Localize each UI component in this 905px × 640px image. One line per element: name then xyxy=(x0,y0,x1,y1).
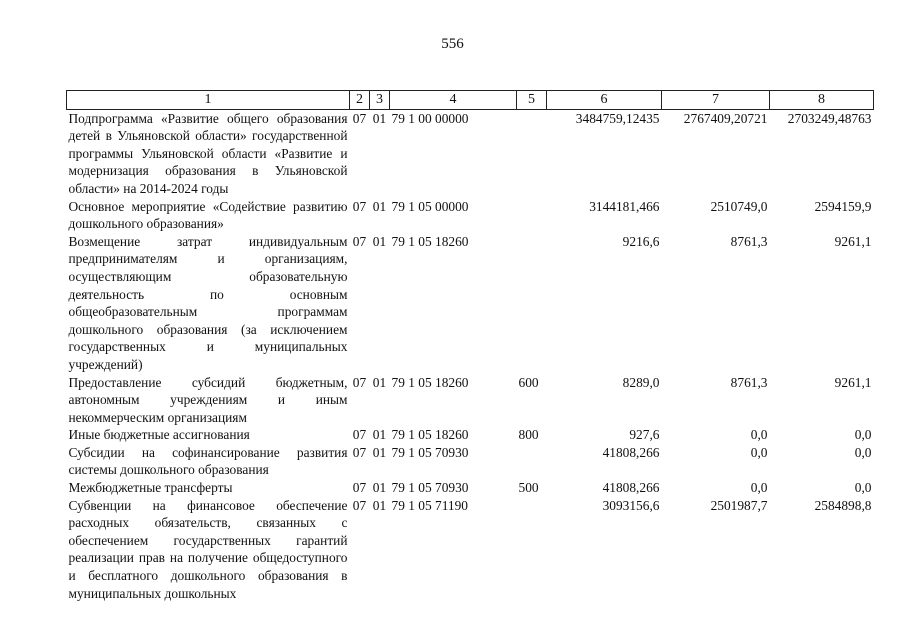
row-name: Основное мероприятие «Содействие развитию дошкольного образования» xyxy=(68,198,348,232)
row-amount-col8: 0,0 xyxy=(854,480,872,496)
header-col-1: 1 xyxy=(67,91,350,110)
row-expense-type xyxy=(517,109,547,197)
row-section: 07 xyxy=(352,374,367,390)
row-expense-type xyxy=(517,497,547,603)
table-header xyxy=(67,91,874,110)
row-amount-col7: 8761,3 xyxy=(730,233,768,249)
row-amount-col6: 41808,266 xyxy=(602,444,660,460)
row-target-article: 79 1 00 00000 xyxy=(391,110,469,126)
row-amount-col8: 0,0 xyxy=(854,444,872,460)
row-name: Субвенции на финансовое обеспечение расходных обязательств, связанных с обеспечением государственных гарантий реализации прав на получение общедоступного и бесплатного дошкольного образования в муниципальных дошкольных xyxy=(68,497,348,601)
row-target-article: 79 1 05 18260 xyxy=(391,233,469,249)
header-col-3: 3 xyxy=(370,91,390,110)
header-col-4: 4 xyxy=(390,91,517,110)
table-row xyxy=(67,426,874,444)
row-amount-col6: 9216,6 xyxy=(622,233,660,249)
header-row xyxy=(67,91,874,110)
header-col-2: 2 xyxy=(350,91,370,110)
row-amount-col7: 0,0 xyxy=(750,480,768,496)
row-amount-col7: 2501987,7 xyxy=(710,497,768,513)
row-section: 07 xyxy=(352,497,367,513)
table-row xyxy=(67,497,874,603)
table-row xyxy=(67,233,874,374)
row-amount-col7: 0,0 xyxy=(750,444,768,460)
row-target-article: 79 1 05 70930 xyxy=(391,480,469,496)
row-name: Предоставление субсидий бюджетным, автономным учреждениям и иным некоммерческим организациям xyxy=(68,374,348,425)
row-expense-type: 500 xyxy=(518,480,539,496)
table-row xyxy=(67,109,874,197)
row-subsection: 01 xyxy=(372,480,387,496)
table-row xyxy=(67,444,874,479)
page-number: 556 xyxy=(441,36,464,52)
row-name: Межбюджетные трансферты xyxy=(68,480,233,496)
row-amount-col7: 2767409,20721 xyxy=(683,110,768,126)
row-section: 07 xyxy=(352,427,367,443)
header-col-8: 8 xyxy=(770,91,874,110)
row-target-article: 79 1 05 71190 xyxy=(391,497,468,513)
row-section: 07 xyxy=(352,444,367,460)
header-col-6: 6 xyxy=(547,91,662,110)
row-expense-type: 600 xyxy=(518,374,539,390)
row-subsection: 01 xyxy=(372,198,387,214)
row-amount-col7: 8761,3 xyxy=(730,374,768,390)
row-amount-col6: 3093156,6 xyxy=(602,497,660,513)
row-amount-col8: 9261,1 xyxy=(834,374,872,390)
row-target-article: 79 1 05 18260 xyxy=(391,374,469,390)
row-amount-col8: 2584898,8 xyxy=(814,497,872,513)
row-amount-col6: 41808,266 xyxy=(602,480,660,496)
row-amount-col6: 927,6 xyxy=(629,427,660,443)
table-row xyxy=(67,479,874,497)
row-expense-type: 800 xyxy=(518,427,539,443)
row-amount-col7: 2510749,0 xyxy=(710,198,768,214)
row-name: Субсидии на софинансирование развития системы дошкольного образования xyxy=(68,444,348,478)
table-row xyxy=(67,374,874,427)
row-expense-type xyxy=(517,233,547,374)
row-amount-col8: 9261,1 xyxy=(834,233,872,249)
row-amount-col6: 8289,0 xyxy=(622,374,660,390)
row-amount-col6: 3144181,466 xyxy=(589,198,660,214)
row-target-article: 79 1 05 00000 xyxy=(391,198,469,214)
row-section: 07 xyxy=(352,233,367,249)
row-name: Иные бюджетные ассигнования xyxy=(68,427,250,443)
budget-table xyxy=(66,90,874,602)
table-body xyxy=(67,109,874,602)
row-section: 07 xyxy=(352,110,367,126)
row-expense-type xyxy=(517,198,547,233)
row-subsection: 01 xyxy=(372,444,387,460)
row-name: Возмещение затрат индивидуальным предпринимателям и организациям, осуществляющим образовательную деятельность по основным общеобразовательным программам дошкольного образования (за исключением государственных и муниципальных учреждений) xyxy=(68,233,348,372)
row-amount-col8: 2703249,48763 xyxy=(787,110,872,126)
row-subsection: 01 xyxy=(372,497,387,513)
row-amount-col8: 2594159,9 xyxy=(814,198,872,214)
row-amount-col7: 0,0 xyxy=(750,427,768,443)
row-section: 07 xyxy=(352,198,367,214)
row-subsection: 01 xyxy=(372,110,387,126)
row-target-article: 79 1 05 70930 xyxy=(391,444,469,460)
row-target-article: 79 1 05 18260 xyxy=(391,427,469,443)
row-amount-col8: 0,0 xyxy=(854,427,872,443)
row-expense-type xyxy=(517,444,547,479)
row-amount-col6: 3484759,12435 xyxy=(575,110,660,126)
row-subsection: 01 xyxy=(372,233,387,249)
row-name: Подпрограмма «Развитие общего образования детей в Ульяновской области» государственной программы Ульяновской области «Развитие и модернизация образования в Ульяновской области» на 2014-2024 годы xyxy=(68,110,348,196)
header-col-5: 5 xyxy=(517,91,547,110)
header-col-7: 7 xyxy=(662,91,770,110)
table-row xyxy=(67,198,874,233)
row-subsection: 01 xyxy=(372,374,387,390)
row-subsection: 01 xyxy=(372,427,387,443)
row-section: 07 xyxy=(352,480,367,496)
